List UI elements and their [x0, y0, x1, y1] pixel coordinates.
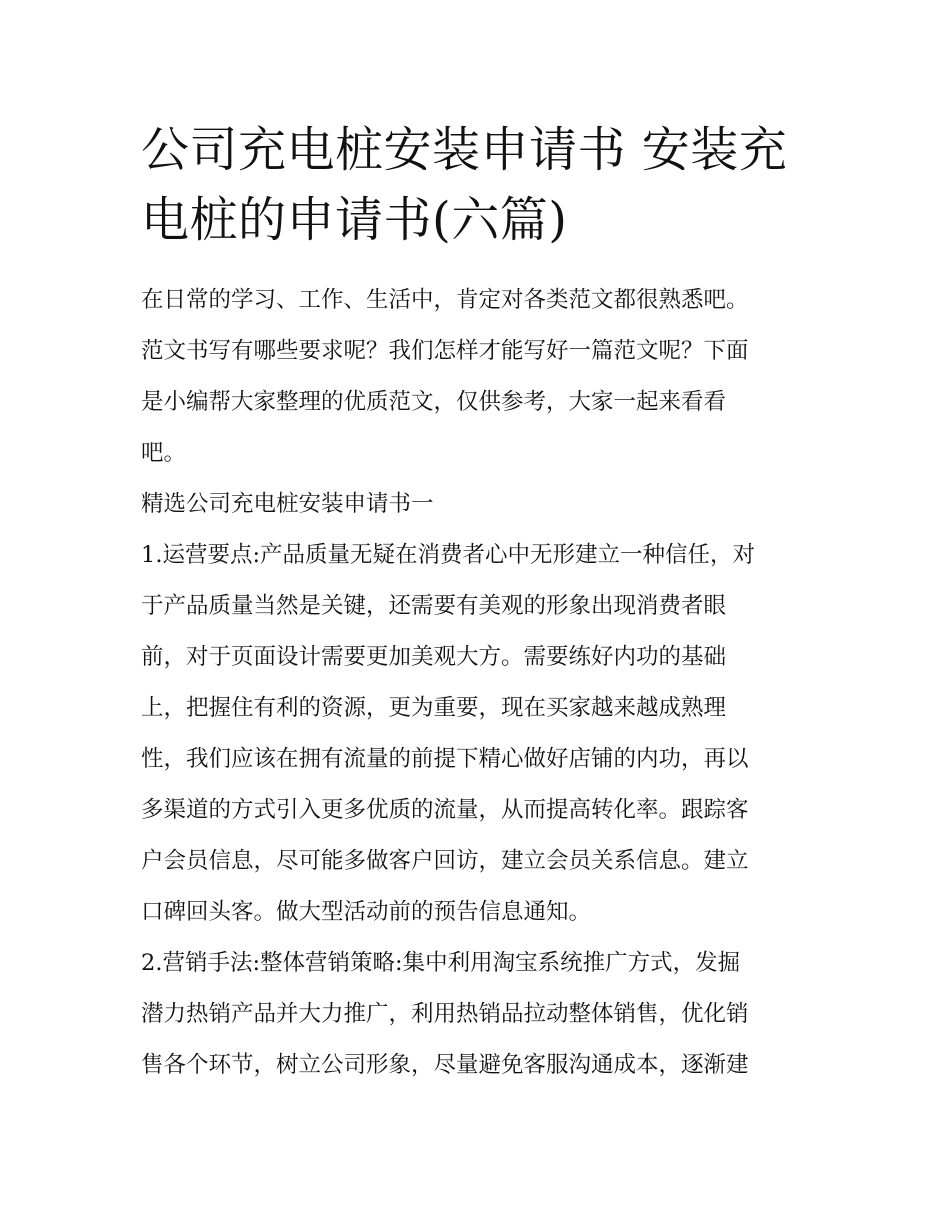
text-line: 上，把握住有利的资源，更为重要，现在买家越来越成熟理 [141, 695, 727, 721]
title-line: 公司充电桩安装申请书 安装充 [141, 122, 788, 178]
text-line: 前，对于页面设计需要更加美观大方。需要练好内功的基础 [141, 644, 727, 670]
text-line: 性，我们应该在拥有流量的前提下精心做好店铺的内功，再以 [141, 746, 749, 772]
text-line: 多渠道的方式引入更多优质的流量，从而提高转化率。跟踪客 [141, 797, 749, 823]
text-line: 售各个环节，树立公司形象，尽量避免客服沟通成本，逐渐建 [141, 1052, 749, 1078]
intro-paragraph [141, 275, 821, 479]
text-line: 范文书写有哪些要求呢？我们怎样才能写好一篇范文呢？下面 [141, 338, 749, 364]
marketing-paragraph [141, 938, 821, 1091]
text-line: 是小编帮大家整理的优质范文，仅供参考，大家一起来看看 [141, 389, 727, 415]
text-line: 户会员信息，尽可能多做客户回访，建立会员关系信息。建立 [141, 848, 749, 874]
text-line: 2.营销手法:整体营销策略:集中利用淘宝系统推广方式，发掘 [141, 950, 741, 976]
document-body [141, 275, 821, 1091]
section-heading [141, 479, 821, 530]
text-line: 在日常的学习、工作、生活中，肯定对各类范文都很熟悉吧。 [141, 287, 749, 313]
text-line: 口碑回头客。做大型活动前的预告信息通知。 [141, 899, 592, 925]
title-line: 电桩的申请书(六篇) [141, 192, 568, 248]
text-line: 精选公司充电桩安装申请书一 [141, 491, 434, 517]
text-line: 于产品质量当然是关键，还需要有美观的形象出现消费者眼 [141, 593, 727, 619]
text-line: 吧。 [141, 440, 187, 466]
text-line: 1.运营要点:产品质量无疑在消费者心中无形建立一种信任，对 [141, 542, 756, 568]
operations-paragraph [141, 530, 821, 938]
text-line: 潜力热销产品并大力推广，利用热销品拉动整体销售，优化销 [141, 1001, 749, 1027]
document-title [141, 115, 821, 255]
document-content [141, 115, 821, 1091]
